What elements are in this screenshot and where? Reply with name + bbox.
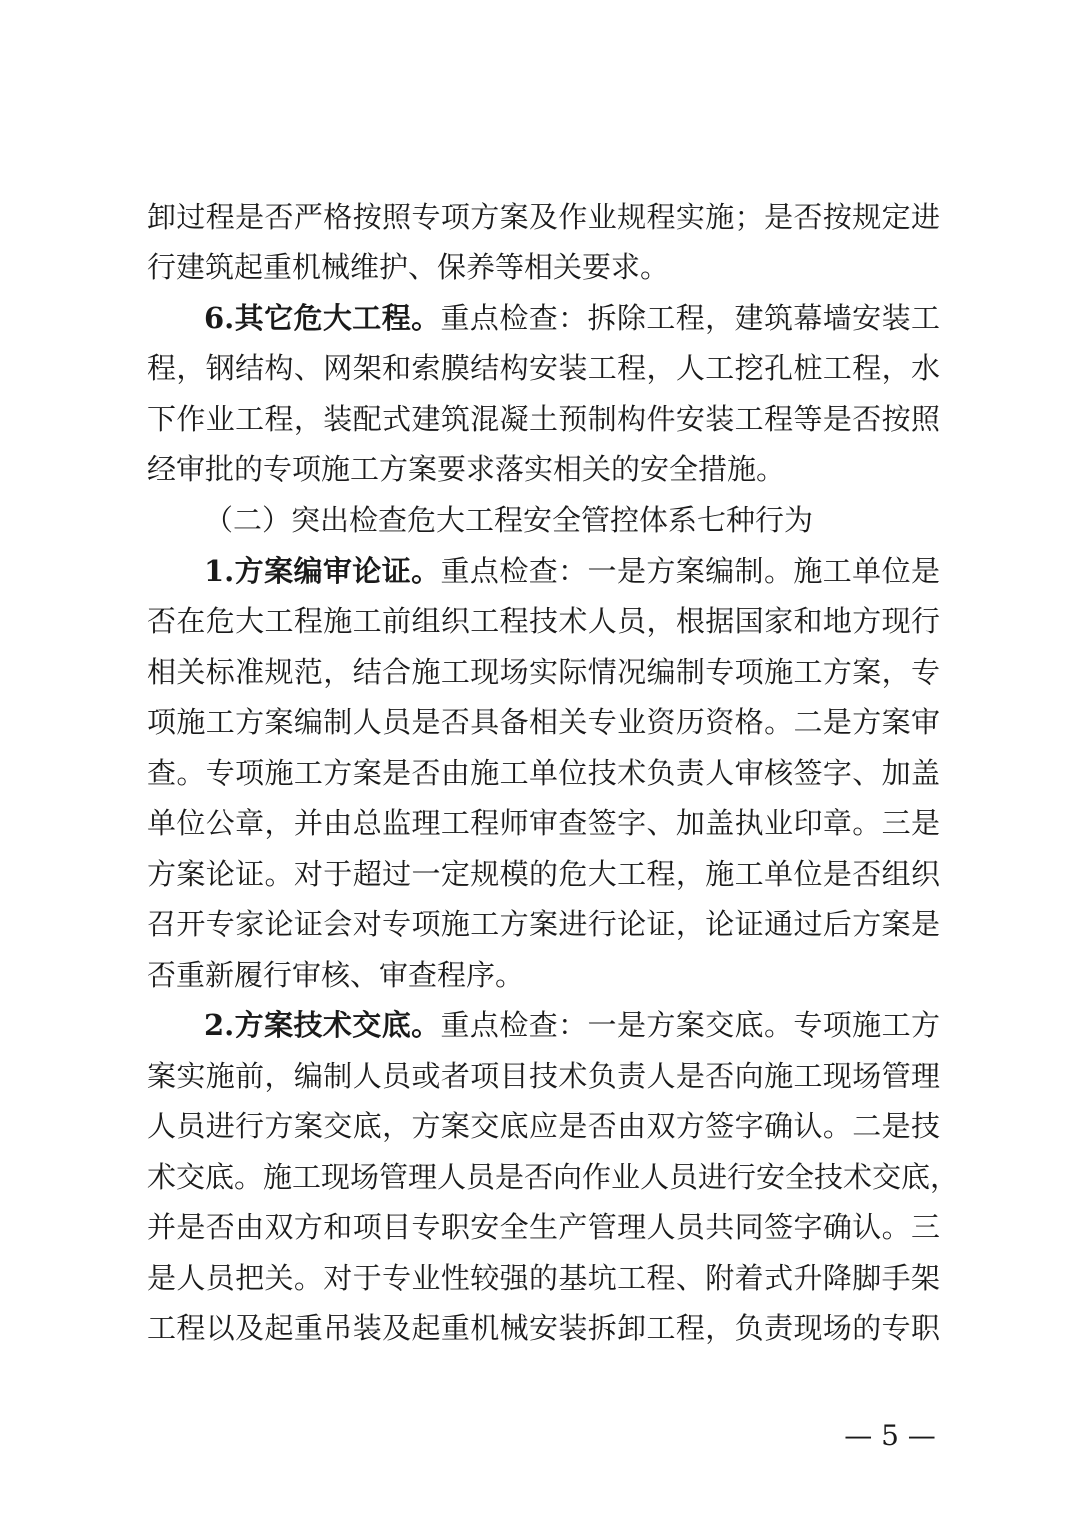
line-text: 单位公章，并由总监理工程师审查签字、加盖执业印章。三是	[147, 806, 940, 840]
line-text: 案实施前，编制人员或者项目技术负责人是否向施工现场管理	[147, 1059, 940, 1093]
line-text: 查。专项施工方案是否由施工单位技术负责人审核签字、加盖	[147, 756, 940, 790]
line-text: 人员进行方案交底，方案交底应是否由双方签字确认。二是技	[147, 1109, 940, 1143]
line-text: 重点检查：一是方案交底。专项施工方	[440, 1008, 940, 1042]
body-line	[147, 650, 940, 694]
subsection-heading	[204, 498, 940, 542]
line-text: 行建筑起重机械维护、保养等相关要求。	[147, 250, 670, 284]
line-text: 方案论证。对于超过一定规模的危大工程，施工单位是否组织	[147, 857, 940, 891]
line-text: 是人员把关。对于专业性较强的基坑工程、附着式升降脚手架	[147, 1261, 940, 1295]
section-heading: 2.方案技术交底。	[204, 1008, 441, 1042]
body-line	[147, 346, 940, 390]
section-heading-line	[204, 549, 940, 593]
section-heading-line	[204, 296, 940, 340]
body-line	[147, 1054, 940, 1098]
body-line	[147, 397, 940, 441]
line-text: 否在危大工程施工前组织工程技术人员，根据国家和地方现行	[147, 604, 940, 638]
line-text: 相关标准规范，结合施工现场实际情况编制专项施工方案，专	[147, 655, 940, 689]
line-text: 卸过程是否严格按照专项方案及作业规程实施；是否按规定进	[147, 200, 940, 234]
line-text: 程，钢结构、网架和索膜结构安装工程，人工挖孔桩工程，水	[147, 351, 940, 385]
body-line	[147, 801, 940, 845]
line-text: 工程以及起重吊装及起重机械安装拆卸工程，负责现场的专职	[147, 1311, 940, 1345]
body-line	[147, 1306, 940, 1350]
body-line	[147, 245, 940, 289]
body-line	[147, 700, 940, 744]
line-text: 召开专家论证会对专项施工方案进行论证，论证通过后方案是	[147, 907, 940, 941]
line-text: （二）突出检查危大工程安全管控体系七种行为	[204, 503, 814, 537]
line-text: 并是否由双方和项目专职安全生产管理人员共同签字确认。三	[147, 1210, 940, 1244]
body-line	[147, 953, 940, 997]
line-text: 重点检查：一是方案编制。施工单位是	[440, 554, 940, 588]
body-line	[147, 751, 940, 795]
section-heading: 1.方案编审论证。	[204, 554, 441, 588]
body-line	[147, 902, 940, 946]
body-line	[147, 599, 940, 643]
line-text: 否重新履行审核、审查程序。	[147, 958, 525, 992]
line-text: 下作业工程，装配式建筑混凝土预制构件安装工程等是否按照	[147, 402, 940, 436]
body-line	[147, 1155, 960, 1199]
body-line	[147, 1104, 940, 1148]
body-line	[147, 852, 940, 896]
line-text: 重点检查：拆除工程，建筑幕墙安装工	[440, 301, 940, 335]
body-line	[147, 195, 940, 239]
page-number: — 5 —	[844, 1419, 936, 1452]
section-heading-line	[204, 1003, 940, 1047]
line-text: 经审批的专项施工方案要求落实相关的安全措施。	[147, 452, 786, 486]
line-text: 术交底。施工现场管理人员是否向作业人员进行安全技术交底，	[147, 1160, 960, 1194]
body-line	[147, 447, 940, 491]
line-text: 项施工方案编制人员是否具备相关专业资历资格。二是方案审	[147, 705, 940, 739]
section-heading: 6.其它危大工程。	[204, 301, 441, 335]
body-line	[147, 1256, 940, 1300]
body-line	[147, 1205, 940, 1249]
